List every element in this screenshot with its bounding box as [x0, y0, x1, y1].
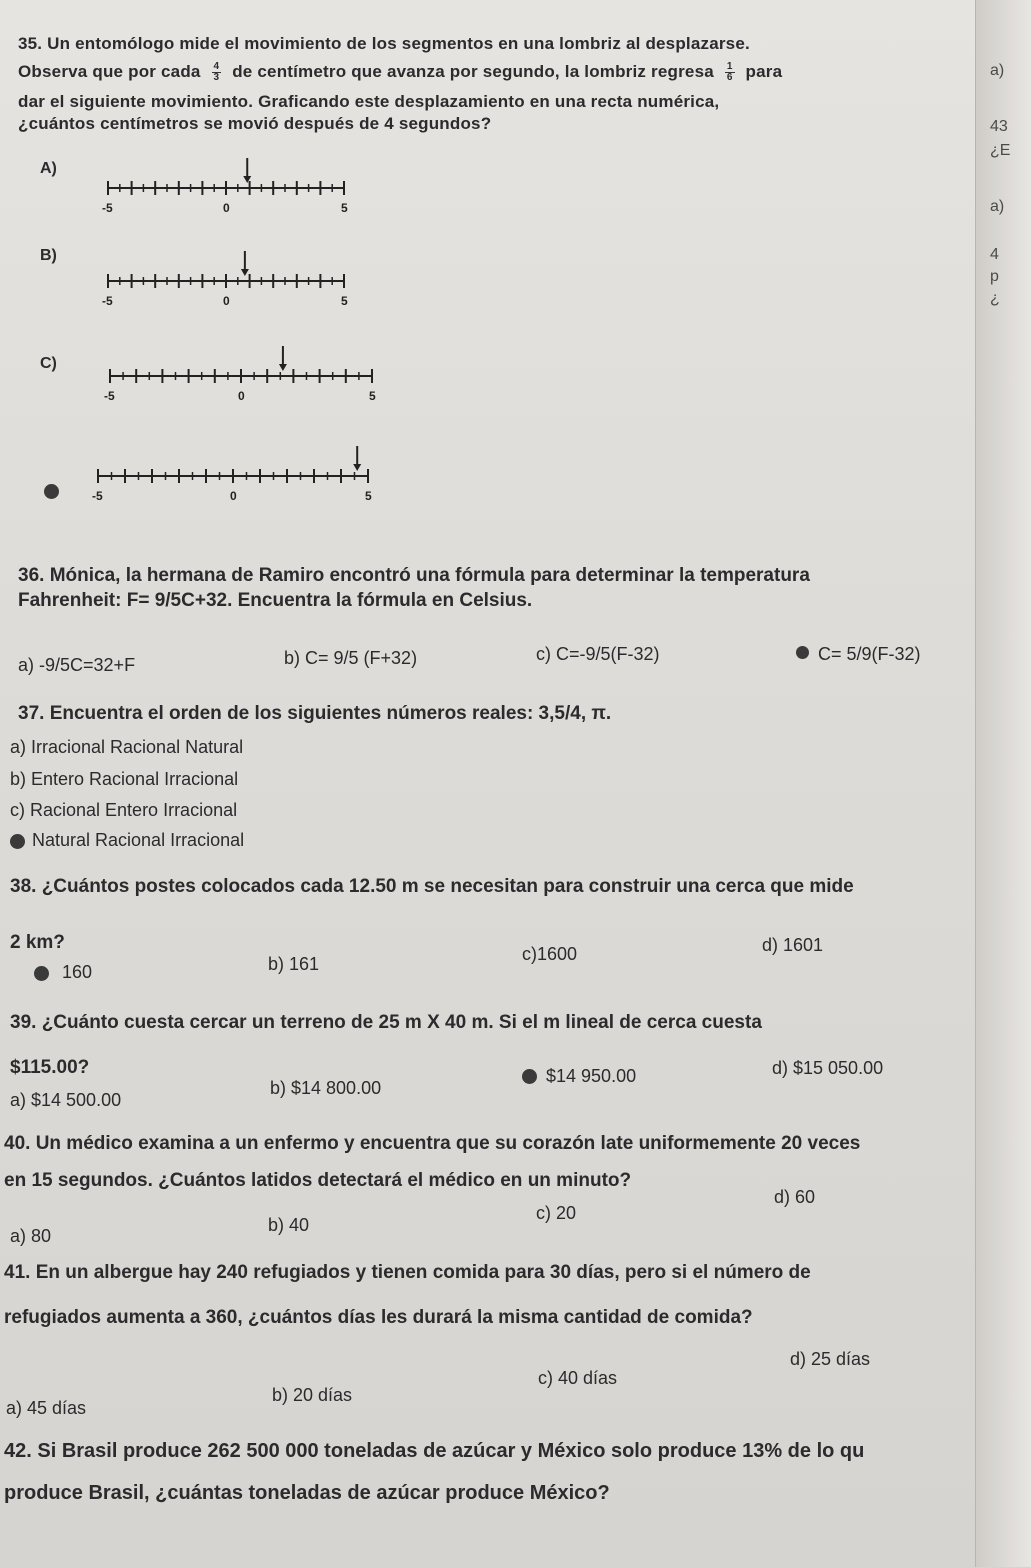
- q38-option-d: d) 1601: [762, 935, 824, 955]
- q35-line4: ¿cuántos centímetros se movió después de 4 segundos?: [18, 114, 492, 133]
- margin-text: ¿: [990, 290, 1000, 307]
- q37-option-b: b) Entero Racional Irracional: [10, 769, 239, 789]
- tick-label: -5: [92, 489, 103, 503]
- q40-option-a: a) 80: [10, 1226, 52, 1246]
- q38-option-b: b) 161: [268, 954, 320, 974]
- option-label: A): [40, 160, 57, 177]
- fraction-four-thirds: $\frac{4}{3}$: [213, 61, 220, 84]
- q37-option-a: a) Irracional Racional Natural: [10, 737, 244, 757]
- tick-label: 0: [230, 489, 237, 503]
- number-line-d: [92, 432, 382, 512]
- option-label: B): [40, 247, 57, 264]
- q36-option-a: a) -9/5C=32+F: [18, 655, 136, 675]
- tick-label: 5: [341, 294, 348, 308]
- q36-line1: 36. Mónica, la hermana de Ramiro encontró una fórmula para determinar la temperatura: [18, 565, 810, 586]
- q41-line1: 41. En un albergue hay 240 refugiados y tienen comida para 30 días, pero si el número de: [4, 1262, 811, 1283]
- tick-label: 5: [365, 489, 372, 503]
- q36-option-b: b) C= 9/5 (F+32): [284, 648, 418, 668]
- answer-mark-d: [44, 484, 59, 499]
- arrow-head: [279, 364, 287, 371]
- q40-line1: 40. Un médico examina a un enfermo y encuentra que su corazón late uniformemente 20 veces: [4, 1133, 861, 1154]
- q39-option-d: d) $15 050.00: [772, 1058, 884, 1078]
- answer-mark-d: [796, 646, 809, 659]
- tick-label: 0: [223, 294, 230, 308]
- q35-line2-a: Observa que por cada: [18, 62, 201, 81]
- margin-text: a): [990, 62, 1005, 79]
- q42-line1: 42. Si Brasil produce 262 500 000 toneladas de azúcar y México solo produce 13% de lo qu: [4, 1440, 865, 1462]
- margin-text: 4: [990, 246, 999, 263]
- tick-label: 5: [341, 201, 348, 215]
- q36-line2: [18, 590, 532, 612]
- q40-option-c: c) 20: [536, 1203, 577, 1223]
- tick-label: -5: [102, 294, 113, 308]
- q41-option-b: b) 20 días: [272, 1385, 353, 1405]
- q36-option-d: C= 5/9(F-32): [818, 644, 921, 664]
- option-label: C): [40, 355, 57, 372]
- q37-option-c: c) Racional Entero Irracional: [10, 800, 238, 820]
- q41-option-c: c) 40 días: [538, 1368, 618, 1388]
- margin-text: a): [990, 198, 1005, 215]
- q35-line2: [18, 62, 782, 83]
- number-line-b: [104, 255, 354, 315]
- q40-option-d: d) 60: [774, 1187, 816, 1207]
- q41-option-d: d) 25 días: [790, 1349, 871, 1369]
- number-line-a: [104, 170, 354, 230]
- q39-line1: 39. ¿Cuánto cuesta cercar un terreno de 25 m X 40 m. Si el m lineal de cerca cuesta: [10, 1012, 762, 1033]
- q35-line2-b: de centímetro que avanza por segundo, la lombriz regresa: [232, 62, 714, 81]
- q41-option-a: a) 45 días: [6, 1398, 87, 1418]
- q38-line1: 38. ¿Cuántos postes colocados cada 12.50 m se necesitan para construir una cerca que mide: [10, 876, 854, 897]
- answer-mark-d: [10, 834, 25, 849]
- fraction-one-sixth: $\frac{1}{6}$: [726, 61, 733, 84]
- q39-option-a: a) $14 500.00: [10, 1090, 122, 1110]
- q35-line1: 35. Un entomólogo mide el movimiento de los segmentos en una lombriz al desplazarse.: [18, 34, 750, 53]
- tick-label: -5: [104, 389, 115, 403]
- answer-mark-c: [522, 1069, 537, 1084]
- q40-option-b: b) 40: [268, 1215, 310, 1235]
- number-line-c: [104, 340, 384, 410]
- q42-line2: produce Brasil, ¿cuántas toneladas de azúcar produce México?: [4, 1482, 610, 1504]
- arrow-head: [353, 464, 361, 471]
- margin-text: 43: [990, 118, 1008, 135]
- margin-text: p: [990, 268, 999, 285]
- q39-option-c: $14 950.00: [546, 1066, 637, 1086]
- q38-line2: 2 km?: [10, 932, 65, 953]
- tick-label: 0: [223, 201, 230, 215]
- q36-line2-text: Fahrenheit: F= 9/5C+32. Encuentra la fórmula en Celsius.: [18, 590, 533, 611]
- q39-option-b: b) $14 800.00: [270, 1078, 382, 1098]
- tick-label: 5: [369, 389, 376, 403]
- q38-option-a: 160: [62, 962, 93, 982]
- q36-option-c: c) C=-9/5(F-32): [536, 644, 660, 664]
- q39-line2: $115.00?: [10, 1057, 90, 1078]
- q35-line3: dar el siguiente movimiento. Graficando este desplazamiento en una recta numérica,: [18, 92, 720, 111]
- q37-line1: 37. Encuentra el orden de los siguientes números reales: 3,5/4, π.: [18, 703, 612, 724]
- next-page-edge: [975, 0, 1031, 1567]
- q40-line2: en 15 segundos. ¿Cuántos latidos detectará el médico en un minuto?: [4, 1170, 632, 1191]
- q35-line2-c: para: [745, 62, 783, 81]
- margin-text: ¿E: [990, 142, 1011, 159]
- answer-mark-a: [34, 966, 49, 981]
- q38-option-c: c)1600: [522, 944, 578, 964]
- q41-line2: refugiados aumenta a 360, ¿cuántos días les durará la misma cantidad de comida?: [4, 1307, 753, 1328]
- tick-label: -5: [102, 201, 113, 215]
- arrow-head: [241, 269, 249, 276]
- q37-option-d: Natural Racional Irracional: [32, 830, 245, 850]
- tick-label: 0: [238, 389, 245, 403]
